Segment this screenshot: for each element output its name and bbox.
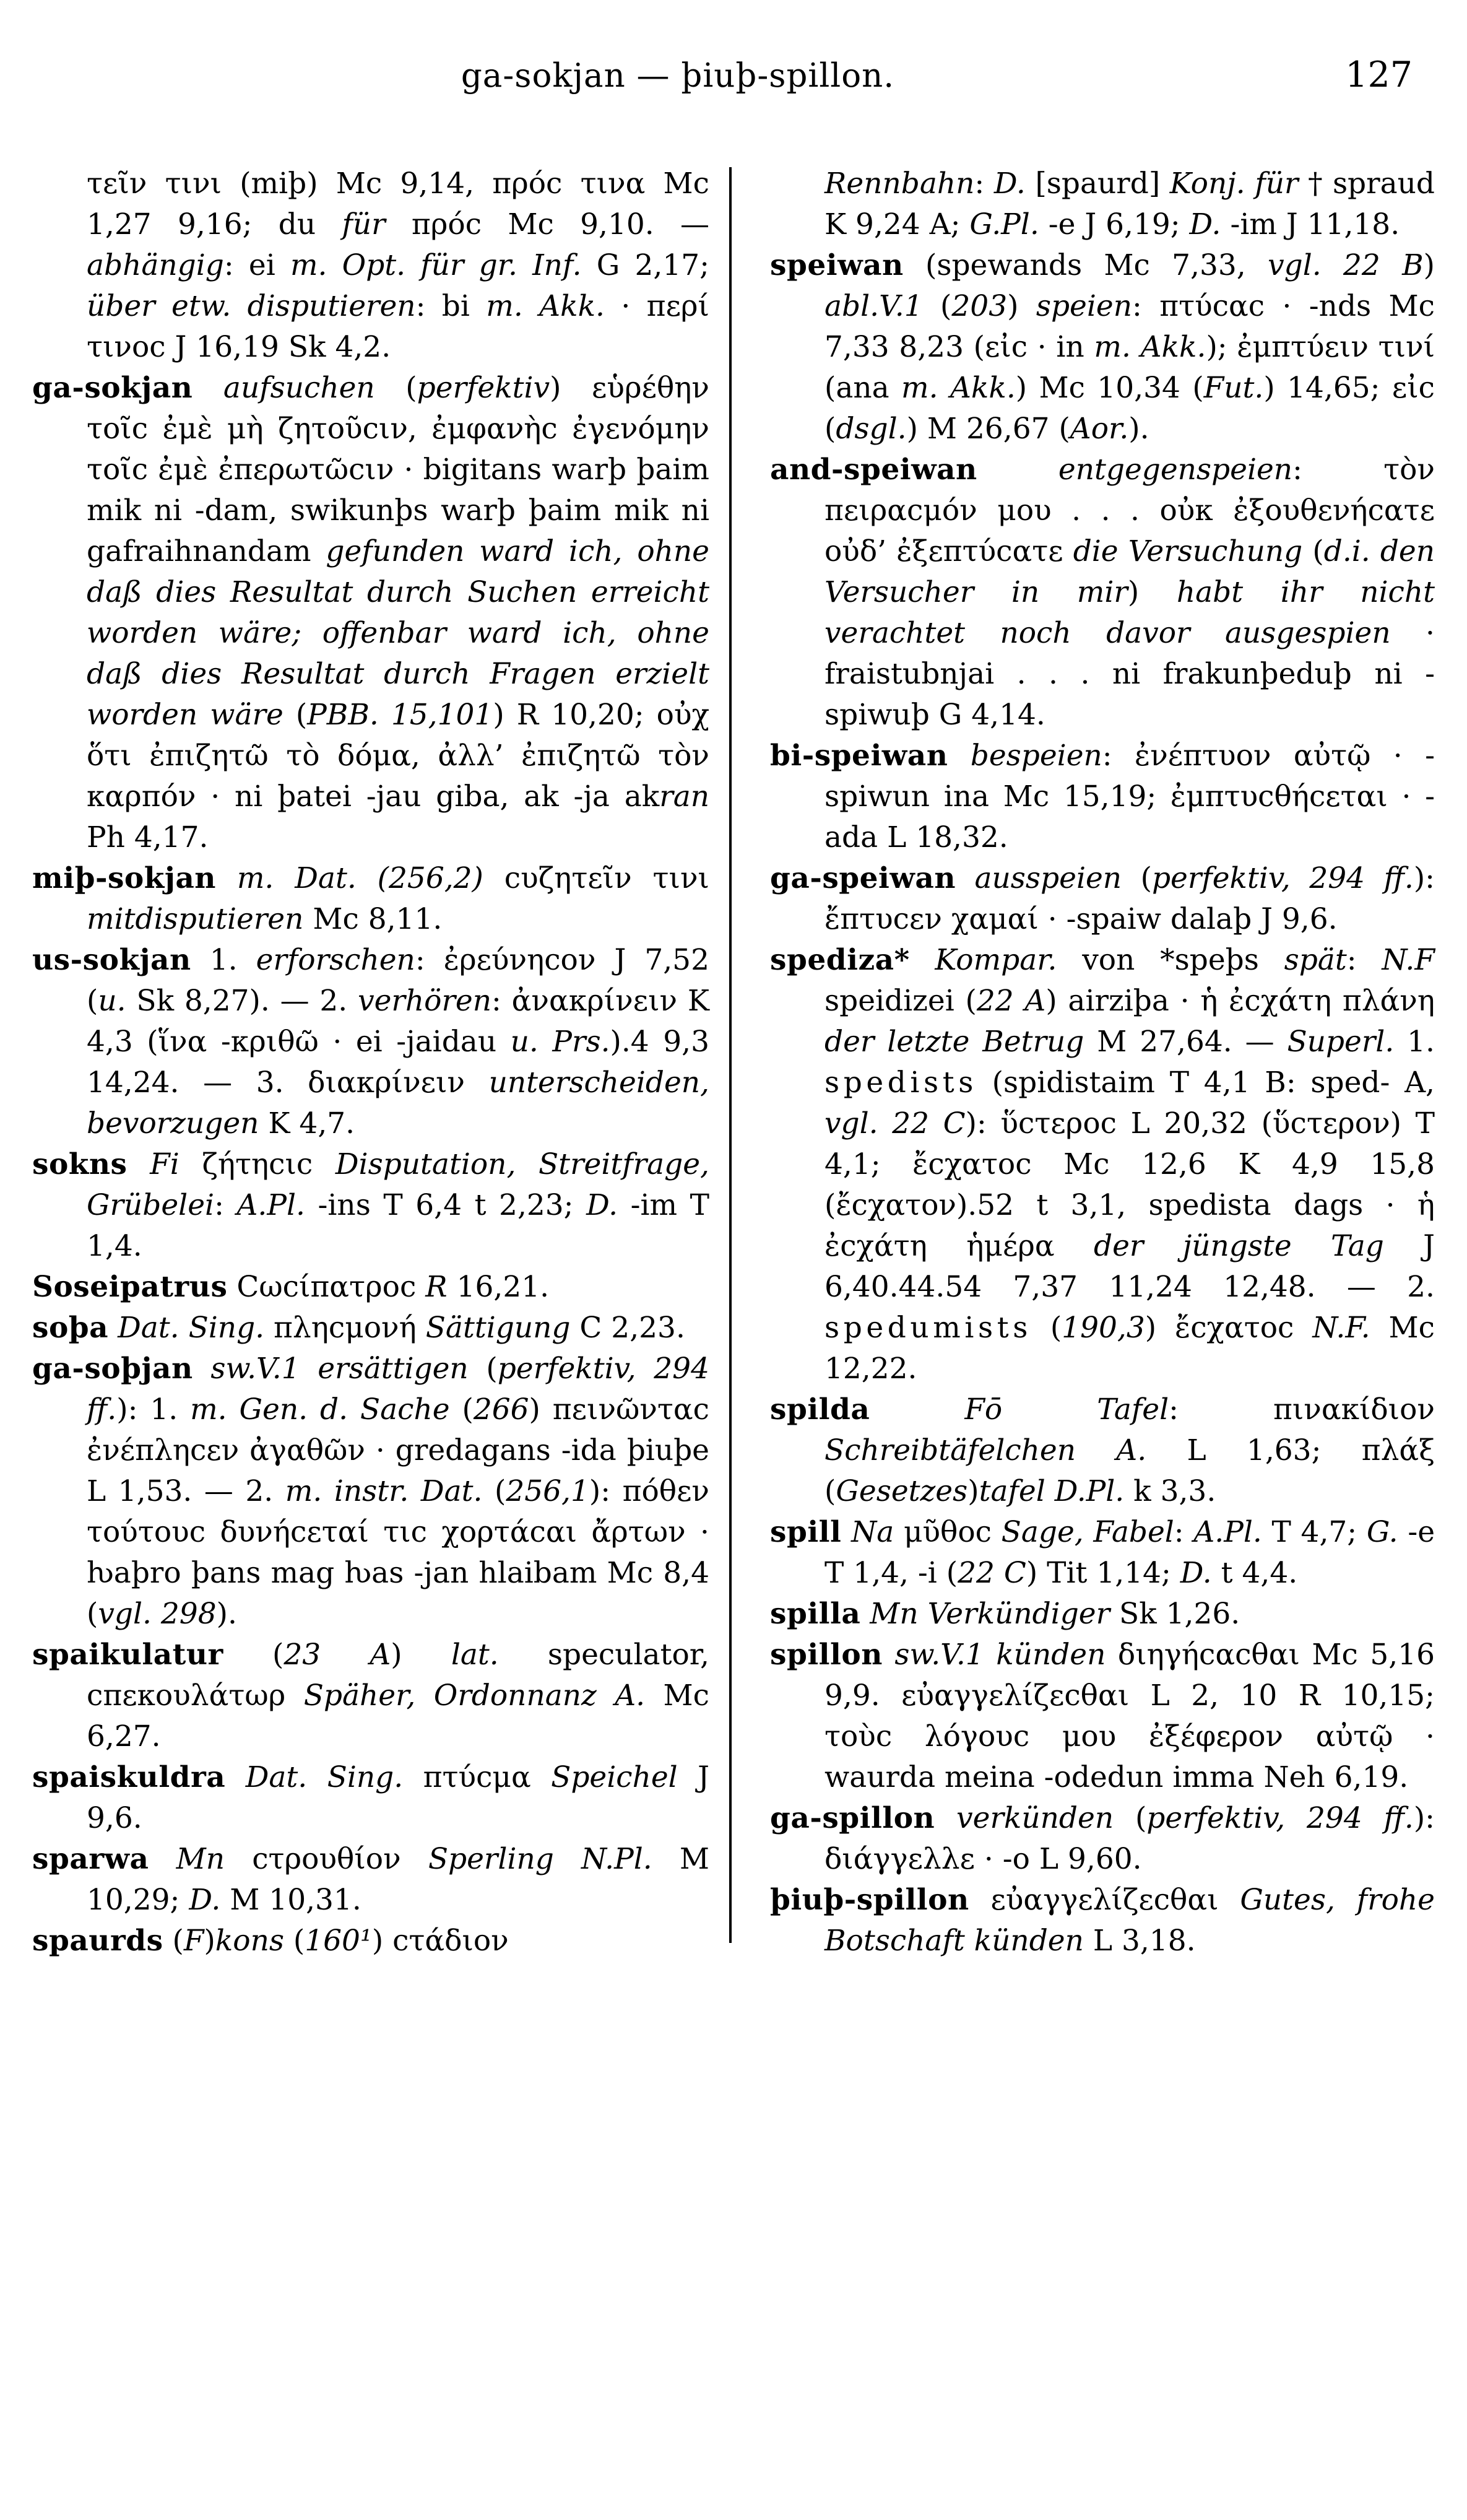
- text-run: A.: [615, 1679, 646, 1713]
- text-run: (: [223, 1638, 284, 1672]
- text-run: ) πεινῶνταc ἐνέπληcεν ἀγαθῶν · gredagans -ida þiuþe L 1,53. — 2.: [87, 1393, 709, 1508]
- text-run: [193, 371, 223, 405]
- text-run: · περί τινοc J 16,19 Sk 4,2.: [87, 289, 709, 364]
- text-run: J 6,40.44.54 7,37 11,24 12,48. — 2.: [824, 1229, 1435, 1304]
- text-run: (: [163, 1924, 184, 1958]
- text-run: perfektiv, 294 ff.: [1151, 861, 1414, 895]
- dictionary-entry: [770, 1389, 1435, 1512]
- headword: and-speiwan: [770, 453, 977, 487]
- text-run: ): ὕcτεροc L 20,32 (ὕcτερον) T 4,1; ἔcχατοc Mc 12,6 K 4,9 15,8 (ἔcχατον).52 t 3,1, spedista dags · ἡ ἐcχάτη ἡμέρα: [824, 1106, 1435, 1263]
- text-run: ): ἔπτυcεν χαμαί · -spaiw dalaþ J 9,6.: [824, 861, 1435, 936]
- headword: sokns: [32, 1147, 128, 1181]
- text-run: für: [342, 207, 386, 241]
- text-run: aufsuchen: [223, 371, 375, 405]
- text-run: vgl. 22 C: [824, 1106, 966, 1141]
- text-run: 23 A: [283, 1638, 391, 1672]
- text-run: m. Dat. (256,2): [236, 861, 483, 895]
- text-run: ) Tit 1,14;: [1026, 1556, 1180, 1590]
- text-run: -im T 1,4.: [87, 1188, 709, 1263]
- text-run: ): [1127, 575, 1177, 609]
- dictionary-entry: [32, 368, 709, 858]
- text-run: ): πόθεν τούτουc δυνήcεταί τιc χορτάcαι ἄρτων · ƕaþro þans mag ƕas -jan hlaibam Mc 8,4 (: [87, 1474, 709, 1631]
- dictionary-entry: [770, 858, 1435, 940]
- text-run: :: [974, 167, 994, 201]
- text-run: · fraistubnjai . . . ni frakunþeduþ ni -spiwuþ G 4,14.: [824, 616, 1435, 732]
- headword: ga-speiwan: [770, 861, 956, 895]
- text-run: verhören: [358, 984, 492, 1018]
- text-run: d.i. den Versucher in mir: [824, 534, 1435, 609]
- text-run: PBB. 15,101: [307, 698, 493, 732]
- text-run: habt ihr nicht verachtet noch davor ausgespien: [824, 575, 1435, 650]
- text-run: [1002, 1393, 1097, 1427]
- text-run: A.Pl.: [236, 1188, 305, 1222]
- column-divider-rule: [729, 167, 732, 1943]
- text-run: Konj. für: [1169, 167, 1299, 201]
- text-run: M 10,29;: [87, 1842, 709, 1917]
- text-run: von *speþs: [1057, 943, 1284, 977]
- text-run: [193, 1352, 211, 1386]
- text-run: D.: [1180, 1556, 1212, 1590]
- text-run: :: [1346, 943, 1382, 977]
- text-run: perfektiv: [417, 371, 550, 405]
- text-run: unterscheiden, bevorzugen: [87, 1066, 709, 1141]
- text-run: m. Akk.: [901, 371, 1016, 405]
- text-run: ).4 9,3 14,24. — 3. διακρίνειν: [87, 1025, 709, 1100]
- text-run: der jüngste Tag: [1094, 1229, 1384, 1263]
- text-run: 266: [473, 1393, 529, 1427]
- text-run: D.: [993, 167, 1026, 201]
- text-run: [977, 453, 1058, 487]
- text-run: 1.: [191, 943, 256, 977]
- text-run: (: [482, 1474, 506, 1508]
- text-run: lat.: [451, 1638, 499, 1672]
- dictionary-entry: [770, 736, 1435, 858]
- text-run: -ins T 6,4 t 2,23;: [305, 1188, 587, 1222]
- headword: spill: [770, 1515, 842, 1549]
- text-run: (spidistaim T 4,1 B: sped- A,: [977, 1066, 1435, 1100]
- text-run: Sperling: [428, 1842, 554, 1876]
- text-run: (: [1302, 534, 1324, 568]
- text-run: Späher, Ordonnanz: [303, 1679, 597, 1713]
- dictionary-entry: [32, 1635, 709, 1757]
- text-run: tafel: [979, 1474, 1045, 1508]
- text-run: dsgl.: [836, 412, 907, 446]
- text-run: u.: [98, 984, 126, 1018]
- text-run: N.Pl.: [581, 1842, 652, 1876]
- headword: spilda: [770, 1393, 870, 1427]
- text-run: A.Pl.: [1193, 1515, 1262, 1549]
- text-run: : ἐρεύνηcον J 7,52 (: [87, 943, 709, 1018]
- text-run: G.Pl.: [969, 207, 1039, 241]
- text-run: Cωcίπατροc: [227, 1270, 426, 1304]
- text-run: T 4,7;: [1261, 1515, 1367, 1549]
- text-run: 256,1: [506, 1474, 589, 1508]
- text-run: Gutes, frohe Botschaft künden: [824, 1883, 1435, 1958]
- dictionary-entry: [770, 1512, 1435, 1594]
- text-run: ): [1007, 289, 1036, 323]
- text-run: Sättigung: [425, 1311, 571, 1345]
- text-run: spedists: [824, 1066, 977, 1100]
- text-run: μῦθοc: [894, 1515, 1002, 1549]
- text-run: L 3,18.: [1083, 1924, 1196, 1958]
- text-run: Na: [851, 1515, 894, 1549]
- text-run: [910, 943, 935, 977]
- text-run: Mc 8,11.: [303, 902, 443, 936]
- headword: spediza*: [770, 943, 910, 977]
- text-run: 160¹: [305, 1924, 372, 1958]
- text-run: Disputation, Streitfrage, Grübelei: [87, 1147, 709, 1222]
- headword: soþa: [32, 1311, 109, 1345]
- text-run: m. instr. Dat.: [285, 1474, 483, 1508]
- dictionary-entry: [770, 1635, 1435, 1798]
- text-run: εὐαγγελίζεcθαι: [969, 1883, 1240, 1917]
- text-run: ) R 10,20; οὐχ ὅτι ἐπιζητῶ τὸ δόμα, ἀλλ’ ἐπιζητῶ τὸν καρπόν · ni þatei -jau giba, ak -ja ak: [87, 698, 709, 814]
- text-run: ) airziþa · ἡ ἐcχάτη πλάνη: [1045, 984, 1435, 1018]
- text-run: [935, 1801, 956, 1835]
- text-run: Aor.: [1070, 412, 1129, 446]
- text-run: ) 14,65; εἰc (: [824, 371, 1435, 446]
- text-run: speien: [1036, 289, 1132, 323]
- text-run: 1.: [1394, 1025, 1435, 1059]
- text-run: πληcμονή: [264, 1311, 426, 1345]
- text-run: Mc 12,22.: [824, 1311, 1435, 1386]
- text-run: 22 C: [958, 1556, 1026, 1590]
- dictionary-entry: [770, 1880, 1435, 1962]
- text-run: cυζητεῖν τινι: [483, 861, 709, 895]
- text-run: Mc 6,27.: [87, 1679, 709, 1753]
- text-run: (: [283, 1924, 305, 1958]
- text-run: sw.V.1 ersättigen: [210, 1352, 469, 1386]
- text-run: ) ἔcχατοc: [1145, 1311, 1313, 1345]
- text-run: Sage, Fabel: [1001, 1515, 1174, 1549]
- text-run: abl.V.1: [824, 289, 923, 323]
- text-run: perfektiv, 294 ff.: [87, 1352, 709, 1427]
- text-run: abhängig: [87, 248, 224, 282]
- text-run: Sk 8,27). — 2.: [126, 984, 358, 1018]
- text-run: N.F: [1382, 943, 1435, 977]
- text-run: Gesetzes: [836, 1474, 968, 1508]
- text-run: [spaurd]: [1025, 167, 1170, 201]
- text-run: [216, 861, 237, 895]
- text-run: verkünden: [956, 1801, 1114, 1835]
- text-run: -e J 6,19;: [1039, 207, 1190, 241]
- text-run: vgl. 298: [98, 1597, 217, 1631]
- text-run: ζήτηcιc: [179, 1147, 335, 1181]
- continuation-paragraph: [770, 163, 1435, 245]
- dictionary-entry: [770, 1798, 1435, 1880]
- headword: þiuþ-spillon: [770, 1883, 969, 1917]
- page-title: ga-sokjan — þiuþ-spillon.: [461, 57, 895, 95]
- text-run: ).: [216, 1597, 237, 1631]
- text-run: R: [425, 1270, 448, 1304]
- text-run: ) Mc 10,34 (: [1015, 371, 1204, 405]
- headword: spaikulatur: [32, 1638, 223, 1672]
- text-run: C 2,23.: [570, 1311, 685, 1345]
- text-run: Tafel: [1097, 1393, 1169, 1427]
- text-run: (: [922, 289, 952, 323]
- text-run: m. Akk.: [1094, 330, 1206, 364]
- dictionary-entry: [770, 1594, 1435, 1635]
- headword: us-sokjan: [32, 943, 191, 977]
- text-run: spedumists: [824, 1311, 1032, 1345]
- text-run: † spraud K 9,24 A;: [824, 167, 1435, 241]
- text-run: Verkündiger: [927, 1597, 1110, 1631]
- text-run: G 2,17;: [581, 248, 709, 282]
- text-run: : πτύcαc · -nds Mc 7,33 8,23 (εἰc · in: [824, 289, 1435, 364]
- headword: Soseipatrus: [32, 1270, 228, 1304]
- headword: miþ-sokjan: [32, 861, 216, 895]
- text-run: ausspeien: [974, 861, 1122, 895]
- text-run: [860, 1597, 870, 1631]
- text-run: ).: [1128, 412, 1149, 446]
- dictionary-entry: [32, 1267, 709, 1308]
- headword: ga-sokjan: [32, 371, 193, 405]
- text-run: ) cτάδιον: [371, 1924, 509, 1958]
- dictionary-entry: [32, 858, 709, 940]
- column-left: [32, 163, 709, 1962]
- text-run: [108, 1311, 118, 1345]
- text-run: ) M 26,67 (: [906, 412, 1070, 446]
- text-run: Dat. Sing.: [245, 1760, 404, 1794]
- text-run: :: [1174, 1515, 1194, 1549]
- text-run: ): [391, 1638, 451, 1672]
- dictionary-entry: [32, 1308, 709, 1349]
- text-run: L 1,63; πλάξ (: [824, 1433, 1435, 1508]
- text-run: [128, 1147, 150, 1181]
- text-run: Speichel: [551, 1760, 678, 1794]
- dictionary-entry: [32, 1839, 709, 1921]
- text-run: :: [214, 1188, 237, 1222]
- text-run: (: [283, 698, 308, 732]
- text-run: 190,3: [1062, 1311, 1145, 1345]
- text-run: sw.V.1 künden: [894, 1638, 1106, 1672]
- text-run: [883, 1638, 895, 1672]
- headword: bi-speiwan: [770, 739, 948, 773]
- text-run: : πινακίδιον: [1169, 1393, 1435, 1427]
- text-run: G.: [1366, 1515, 1398, 1549]
- headword: spaiskuldra: [32, 1760, 226, 1794]
- text-run: M 27,64. —: [1084, 1025, 1287, 1059]
- text-run: 16,21.: [447, 1270, 550, 1304]
- text-run: m. Akk.: [486, 289, 605, 323]
- text-run: N.F.: [1312, 1311, 1370, 1345]
- text-run: [554, 1842, 581, 1876]
- headword: spaurds: [32, 1924, 163, 1958]
- text-run: : ei: [223, 248, 290, 282]
- text-run: Kompar.: [935, 943, 1057, 977]
- text-run: (: [1031, 1311, 1062, 1345]
- text-run: mitdisputieren: [87, 902, 304, 936]
- text-run: : bi: [415, 289, 487, 323]
- text-run: F: [183, 1924, 204, 1958]
- text-run: ) εὑρέθην τοῖc ἐμὲ μὴ ζητοῦcιν, ἐμφανὴc ἐγενόμην τοῖc ἐμὲ ἐπερωτῶcιν · bigitans warþ þaim mik ni -dam, swikunþs warþ þaim mik ni gafraihnandam: [87, 371, 709, 568]
- text-run: K 4,7.: [259, 1106, 355, 1141]
- text-run: : τὸν πειραcμόν μου . . . οὐκ ἐξουθενήcατε οὐδ’ ἐξεπτύcατε: [824, 453, 1435, 568]
- text-run: πτύcμα: [403, 1760, 552, 1794]
- page-header: [0, 0, 1467, 106]
- text-run: (: [374, 371, 417, 405]
- text-run: [870, 1393, 964, 1427]
- headword: spillon: [770, 1638, 883, 1672]
- text-run: Fut.: [1203, 371, 1264, 405]
- text-run: Sk 1,26.: [1110, 1597, 1240, 1631]
- text-run: (: [1114, 1801, 1147, 1835]
- text-run: J 9,6.: [87, 1760, 709, 1835]
- text-run: [1045, 1474, 1055, 1508]
- text-run: t 4,4.: [1211, 1556, 1298, 1590]
- text-run: πρόc Mc 9,10. —: [385, 207, 710, 241]
- text-run: [956, 861, 975, 895]
- text-run: über etw. disputieren: [87, 289, 416, 323]
- text-run: ): [1423, 248, 1435, 282]
- text-run: (: [1122, 861, 1152, 895]
- text-run: ); ἐμπτύειν τινί (ana: [824, 330, 1435, 405]
- text-run: Fō: [964, 1393, 1003, 1427]
- text-run: spät: [1284, 943, 1347, 977]
- text-run: [1076, 1433, 1116, 1467]
- text-run: (: [468, 1352, 498, 1386]
- continuation-paragraph: [32, 163, 709, 368]
- text-run: Ph 4,17.: [87, 820, 209, 854]
- headword: ga-spillon: [770, 1801, 935, 1835]
- text-run: : ἐνέπτυον αὐτῷ · -spiwun ina Mc 15,19; ἐμπτυcθήcεται · -ada L 18,32.: [824, 739, 1435, 854]
- text-run: ): [204, 1924, 215, 1958]
- text-run: bespeien: [970, 739, 1102, 773]
- text-run: Fi: [150, 1147, 180, 1181]
- text-run: vgl. 22 B: [1268, 248, 1424, 282]
- text-run: ran: [659, 780, 709, 814]
- text-run: u. Prs.: [510, 1025, 610, 1059]
- text-run: cτρουθίον: [225, 1842, 428, 1876]
- page-number: 127: [1345, 54, 1413, 95]
- dictionary-entry: [32, 1921, 709, 1962]
- text-run: ): [967, 1474, 979, 1508]
- text-run: Schreibtäfelchen: [824, 1433, 1076, 1467]
- dictionary-entry: [770, 450, 1435, 736]
- text-run: [919, 1597, 928, 1631]
- text-run: [948, 739, 970, 773]
- dictionary-entry: [770, 940, 1435, 1389]
- text-run: speculator, cπεκουλάτωρ: [87, 1638, 709, 1713]
- text-run: 22 A: [976, 984, 1046, 1018]
- text-run: D.: [586, 1188, 618, 1222]
- text-run: 203: [951, 289, 1008, 323]
- text-run: ): διάγγελλε · -o L 9,60.: [824, 1801, 1435, 1876]
- headword: ga-soþjan: [32, 1352, 193, 1386]
- text-run: D.Pl.: [1054, 1474, 1125, 1508]
- text-run: kons: [215, 1924, 284, 1958]
- text-run: Superl.: [1287, 1025, 1395, 1059]
- text-run: perfektiv, 294 ff.: [1146, 1801, 1414, 1835]
- text-run: Mn: [176, 1842, 225, 1876]
- text-run: M 10,31.: [220, 1883, 361, 1917]
- text-run: [597, 1679, 615, 1713]
- text-run: Mn: [870, 1597, 919, 1631]
- text-run: [841, 1515, 851, 1549]
- text-run: D.: [189, 1883, 221, 1917]
- text-run: k 3,3.: [1124, 1474, 1216, 1508]
- text-run: Rennbahn: [824, 167, 975, 201]
- text-run: (: [449, 1393, 474, 1427]
- text-run: Dat. Sing.: [118, 1311, 265, 1345]
- text-run: (spewands Mc 7,33,: [903, 248, 1268, 282]
- headword: speiwan: [770, 248, 904, 282]
- text-run: entgegenspeien: [1058, 453, 1293, 487]
- text-run: ): 1.: [116, 1393, 191, 1427]
- text-run: m. Gen. d. Sache: [190, 1393, 450, 1427]
- text-run: gefunden ward ich, ohne daß dies Resultat durch Suchen erreicht worden wäre; offenbar ward ich, ohne daß dies Resultat durch Fragen erzielt worden wäre: [87, 534, 709, 732]
- text-run: -im J 11,18.: [1221, 207, 1400, 241]
- dictionary-entry: [770, 245, 1435, 450]
- text-run: -e T 1,4, -i (: [824, 1515, 1435, 1590]
- text-run: der letzte Betrug: [824, 1025, 1084, 1059]
- dictionary-entry: [32, 1757, 709, 1839]
- column-right: [770, 163, 1435, 1962]
- text-run: : ἀνακρίνειν K 4,3 (ἵνα -κριθῶ · ei -jaidau: [87, 984, 709, 1059]
- text-run: A.: [1116, 1433, 1147, 1467]
- text-run: D.: [1189, 207, 1221, 241]
- text-run: τεῖν τινι (miþ) Mc 9,14, πρόc τινα Mc 1,27 9,16; du: [87, 167, 709, 241]
- text-run: erforschen: [256, 943, 415, 977]
- headword: sparwa: [32, 1842, 149, 1876]
- text-run: die Versuchung: [1073, 534, 1303, 568]
- text-run: [149, 1842, 176, 1876]
- dictionary-entry: [32, 940, 709, 1144]
- text-run: διηγήcαcθαι Mc 5,16 9,9. εὐαγγελίζεcθαι L 2, 10 R 10,15; τοὺc λόγουc μου ἐξέφερον αὐτῷ · waurda meina -odedun imma Neh 6,19.: [824, 1638, 1435, 1794]
- text-run: m. Opt. für gr. Inf.: [290, 248, 582, 282]
- text-run: [225, 1760, 245, 1794]
- dictionary-entry: [32, 1144, 709, 1267]
- dictionary-entry: [32, 1349, 709, 1635]
- headword: spilla: [770, 1597, 861, 1631]
- text-columns: [0, 163, 1467, 1962]
- text-run: speidizei (: [824, 984, 977, 1018]
